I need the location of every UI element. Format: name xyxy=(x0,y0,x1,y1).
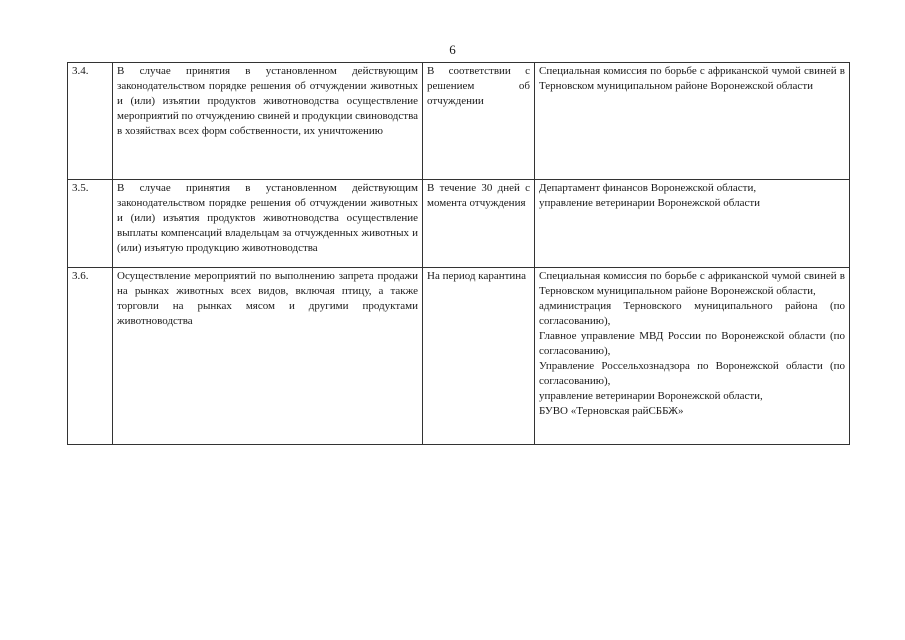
responsible-line: Главное управление МВД России по Воронежской области (по согласованию), xyxy=(539,330,845,357)
responsible-line: Управление Россельхознадзора по Воронежской области (по согласованию), xyxy=(539,360,845,387)
term-cell: На период карантина xyxy=(423,268,535,445)
table-row xyxy=(68,268,850,445)
term-cell: В соответствии с решением об отчуждении xyxy=(423,63,535,180)
responsible-line: Департамент финансов Воронежской области, xyxy=(539,182,757,194)
responsible-cell xyxy=(535,180,850,268)
responsible-line: управление ветеринарии Воронежской области xyxy=(539,197,761,209)
responsible-line: администрация Терновского муниципального района (по согласованию), xyxy=(539,300,845,327)
responsible-cell xyxy=(535,63,850,180)
row-number: 3.5. xyxy=(68,180,113,268)
page-number: 6 xyxy=(449,42,456,57)
action-cell: В случае принятия в установленном действующим законодательством порядке решения об отчуждении животных и (или) изъятия продуктов животноводства осуществление выплаты компенсаций владельцам за отчужденных животных и (или) изъятую продукцию животноводства xyxy=(113,180,423,268)
action-cell: В случае принятия в установленном действующим законодательством порядке решения об отчуждении животных и (или) изъятии продуктов животноводства осуществление мероприятий по отчуждению свиней и продукции свиноводства в хозяйствах всех форм собственности, их уничтожению xyxy=(113,63,423,180)
table-row xyxy=(68,180,850,268)
measures-table xyxy=(67,62,850,445)
responsible-line: Специальная комиссия по борьбе с африканской чумой свиней в Терновском муниципальном районе Воронежской области, xyxy=(539,270,845,297)
responsible-line: Специальная комиссия по борьбе с африканской чумой свиней в Терновском муниципальном районе Воронежской области xyxy=(539,65,845,92)
row-number: 3.4. xyxy=(68,63,113,180)
action-cell: Осуществление мероприятий по выполнению запрета продажи на рынках животных всех видов, включая птицу, а также торговли на рынках мясом и другими продуктами животноводства xyxy=(113,268,423,445)
responsible-cell xyxy=(535,268,850,445)
table-row xyxy=(68,63,850,180)
term-cell: В течение 30 дней с момента отчуждения xyxy=(423,180,535,268)
responsible-line: БУВО «Терновская райСББЖ» xyxy=(539,405,684,417)
row-number: 3.6. xyxy=(68,268,113,445)
responsible-line: управление ветеринарии Воронежской области, xyxy=(539,390,763,402)
